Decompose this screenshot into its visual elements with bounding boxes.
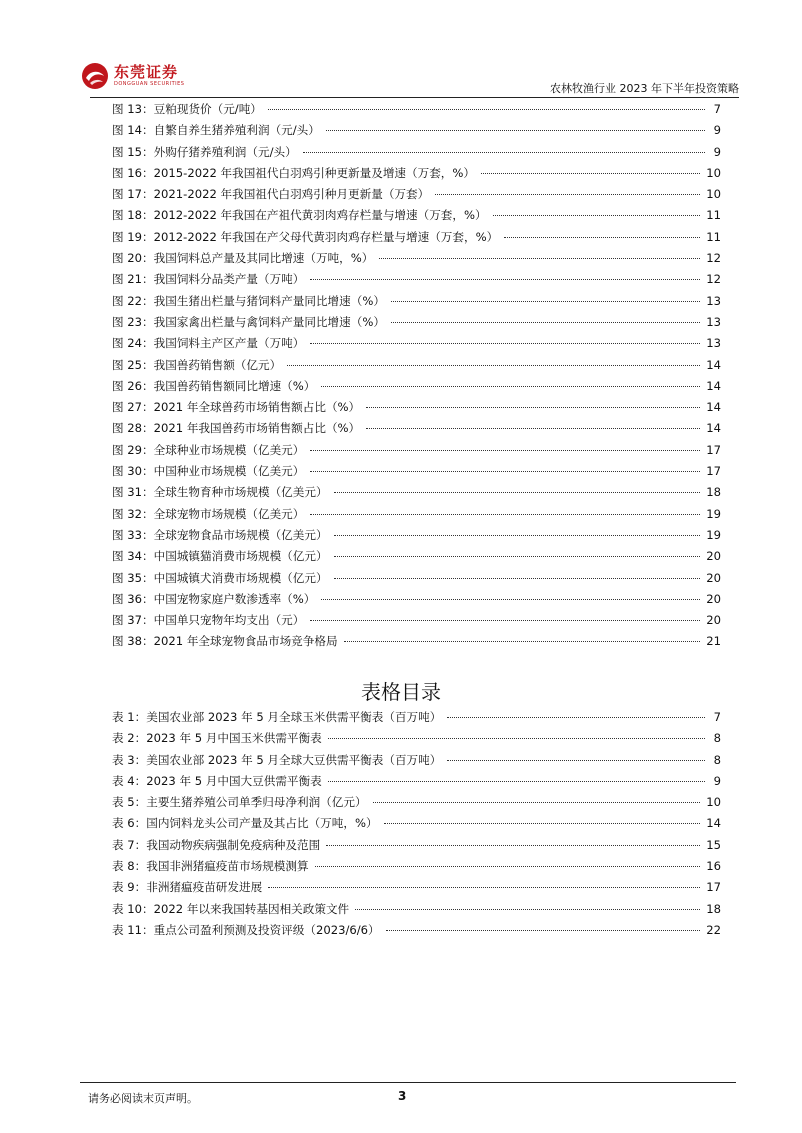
company-logo [80, 60, 184, 92]
toc-entry-page: 14 [706, 378, 721, 393]
toc-entry-page: 8 [713, 731, 721, 746]
figure-toc-entry[interactable] [112, 399, 721, 420]
dot-leader [366, 407, 700, 408]
toc-entry-page: 11 [706, 229, 721, 244]
toc-entry-label: 图 22：我国生猪出栏量与猪饲料产量同比增速（%） [112, 293, 385, 308]
dot-leader [391, 301, 700, 302]
figure-list [112, 101, 721, 655]
toc-entry-label: 图 16：2015-2022 年我国祖代白羽鸡引种更新量及增速（万套，%） [112, 165, 475, 180]
figure-toc-entry[interactable] [112, 250, 721, 271]
toc-entry-page: 7 [713, 710, 721, 724]
dot-leader [386, 930, 701, 931]
toc-entry-page: 18 [706, 485, 721, 500]
table-toc-entry[interactable] [112, 879, 721, 900]
toc-entry-label: 图 27：2021 年全球兽药市场销售额占比（%） [112, 400, 361, 415]
toc-entry-label: 表 10：2022 年以来我国转基因相关政策文件 [112, 901, 350, 916]
toc-entry-label: 图 31：全球生物育种市场规模（亿美元） [112, 485, 328, 500]
dot-leader [321, 386, 700, 387]
dot-leader [310, 514, 700, 515]
table-toc-entry[interactable] [112, 922, 721, 943]
toc-entry-label: 表 5：主要生猪养殖公司单季归母净利润（亿元） [112, 795, 367, 810]
toc-entry-label: 图 14：自繁自养生猪养殖利润（元/头） [112, 123, 320, 138]
toc-entry-label: 图 18：2012-2022 年我国在产祖代黄羽肉鸡存栏量与增速（万套，%） [112, 208, 487, 223]
page-number: 3 [398, 1089, 407, 1103]
toc-entry-label: 表 4：2023 年 5 月中国大豆供需平衡表 [112, 773, 322, 788]
toc-entry-label: 图 36：中国宠物家庭户数渗透率（%） [112, 591, 316, 606]
toc-entry-page: 10 [706, 795, 721, 810]
toc-entry-page: 18 [706, 901, 721, 916]
table-toc-entry[interactable] [112, 773, 721, 794]
toc-entry-page: 17 [706, 464, 721, 479]
table-toc-entry[interactable] [112, 730, 721, 751]
toc-entry-label: 图 38：2021 年全球宠物食品市场竞争格局 [112, 634, 338, 649]
footer-divider [80, 1082, 736, 1083]
figure-toc-entry[interactable] [112, 122, 721, 143]
figure-toc-entry[interactable] [112, 357, 721, 378]
toc-entry-page: 13 [706, 336, 721, 351]
dot-leader [447, 717, 705, 718]
dot-leader [310, 450, 700, 451]
figure-toc-entry[interactable] [112, 378, 721, 399]
figure-toc-entry[interactable] [112, 335, 721, 356]
toc-entry-label: 图 24：我国饲料主产区产量（万吨） [112, 336, 305, 351]
dot-leader [321, 599, 700, 600]
toc-entry-page: 22 [706, 922, 721, 937]
figure-toc-entry[interactable] [112, 442, 721, 463]
toc-entry-page: 9 [713, 144, 721, 159]
figure-toc-entry[interactable] [112, 633, 721, 654]
dot-leader [435, 194, 700, 195]
toc-entry-label: 表 1：美国农业部 2023 年 5 月全球玉米供需平衡表（百万吨） [112, 710, 442, 724]
dot-leader [334, 492, 701, 493]
table-toc-entry[interactable] [112, 794, 721, 815]
toc-entry-label: 图 20：我国饲料总产量及其同比增速（万吨，%） [112, 251, 374, 266]
figure-toc-entry[interactable] [112, 207, 721, 228]
dot-leader [355, 909, 700, 910]
logo-text-en: DONGGUAN SECURITIES [114, 81, 185, 87]
table-toc-entry[interactable] [112, 837, 721, 858]
toc-entry-label: 图 34：中国城镇猫消费市场规模（亿元） [112, 549, 328, 564]
figure-toc-entry[interactable] [112, 548, 721, 569]
table-toc-entry[interactable] [112, 815, 721, 836]
toc-entry-page: 10 [706, 187, 721, 202]
report-title: 农林牧渔行业 2023 年下半年投资策略 [550, 82, 739, 95]
dot-leader [344, 641, 701, 642]
toc-entry-page: 20 [706, 591, 721, 606]
dot-leader [310, 279, 700, 280]
toc-entry-page: 20 [706, 549, 721, 564]
toc-entry-page: 21 [706, 634, 721, 649]
toc-entry-label: 图 21：我国饲料分品类产量（万吨） [112, 272, 305, 287]
toc-entry-page: 19 [706, 506, 721, 521]
dot-leader [310, 620, 700, 621]
table-toc-entry[interactable] [112, 901, 721, 922]
dot-leader [334, 535, 701, 536]
figure-toc-entry[interactable] [112, 612, 721, 633]
figure-toc-entry[interactable] [112, 271, 721, 292]
figure-toc-entry[interactable] [112, 463, 721, 484]
toc-entry-page: 17 [706, 880, 721, 895]
dot-leader [481, 173, 700, 174]
toc-entry-label: 图 17：2021-2022 年我国祖代白羽鸡引种月更新量（万套） [112, 187, 430, 202]
toc-entry-page: 10 [706, 165, 721, 180]
dot-leader [384, 823, 701, 824]
dot-leader [373, 802, 701, 803]
tables-section-heading: 表格目录 [361, 680, 441, 704]
toc-entry-page: 20 [706, 613, 721, 628]
figure-toc-entry[interactable] [112, 527, 721, 548]
toc-entry-label: 表 11：重点公司盈利预测及投资评级（2023/6/6） [112, 922, 380, 937]
figure-toc-entry[interactable] [112, 506, 721, 527]
toc-entry-page: 16 [706, 859, 721, 874]
figure-toc-entry[interactable] [112, 570, 721, 591]
table-toc-entry[interactable] [112, 752, 721, 773]
toc-entry-page: 15 [706, 837, 721, 852]
dot-leader [326, 130, 705, 131]
figure-toc-entry[interactable] [112, 293, 721, 314]
toc-entry-page: 19 [706, 527, 721, 542]
toc-entry-label: 表 7：我国动物疾病强制免疫病种及范围 [112, 837, 321, 852]
toc-entry-label: 图 32：全球宠物市场规模（亿美元） [112, 506, 305, 521]
toc-entry-label: 表 6：国内饲料龙头公司产量及其占比（万吨，%） [112, 816, 378, 831]
toc-entry-label: 图 13：豆粕现货价（元/吨） [112, 102, 262, 116]
figure-toc-entry[interactable] [112, 144, 721, 165]
table-toc-entry[interactable] [112, 709, 721, 730]
toc-entry-page: 12 [706, 251, 721, 266]
toc-entry-label: 图 33：全球宠物食品市场规模（亿美元） [112, 527, 328, 542]
toc-entry-page: 9 [713, 773, 721, 788]
toc-entry-page: 14 [706, 357, 721, 372]
toc-entry-label: 图 26：我国兽药销售额同比增速（%） [112, 378, 316, 393]
toc-entry-label: 图 23：我国家禽出栏量与禽饲料产量同比增速（%） [112, 314, 385, 329]
dot-leader [303, 152, 705, 153]
dot-leader [334, 578, 701, 579]
disclaimer-note: 请务必阅读末页声明。 [88, 1092, 198, 1105]
toc-entry-label: 图 19：2012-2022 年我国在产父母代黄羽肉鸡存栏量与增速（万套，%） [112, 229, 499, 244]
toc-entry-label: 表 8：我国非洲猪瘟疫苗市场规模测算 [112, 859, 309, 874]
dot-leader [334, 556, 701, 557]
dot-leader [447, 760, 705, 761]
figure-toc-entry[interactable] [112, 186, 721, 207]
dot-leader [268, 109, 705, 110]
figure-toc-entry[interactable] [112, 591, 721, 612]
toc-entry-page: 17 [706, 442, 721, 457]
toc-entry-label: 图 30：中国种业市场规模（亿美元） [112, 464, 305, 479]
toc-entry-label: 图 37：中国单只宠物年均支出（元） [112, 613, 305, 628]
toc-entry-label: 表 9：非洲猪瘟疫苗研发进展 [112, 880, 263, 895]
dot-leader [310, 471, 700, 472]
table-list [112, 709, 721, 943]
header-divider [90, 97, 739, 98]
dot-leader [310, 343, 700, 344]
toc-entry-page: 11 [706, 208, 721, 223]
dot-leader [287, 365, 700, 366]
toc-entry-page: 8 [713, 752, 721, 767]
dot-leader [328, 781, 705, 782]
figure-toc-entry[interactable] [112, 101, 721, 122]
toc-entry-label: 表 3：美国农业部 2023 年 5 月全球大豆供需平衡表（百万吨） [112, 752, 442, 767]
toc-entry-label: 图 28：2021 年我国兽药市场销售额占比（%） [112, 421, 361, 436]
figure-toc-entry[interactable] [112, 165, 721, 186]
table-toc-entry[interactable] [112, 858, 721, 879]
figure-toc-entry[interactable] [112, 314, 721, 335]
toc-entry-page: 13 [706, 314, 721, 329]
dot-leader [366, 428, 700, 429]
figure-toc-entry[interactable] [112, 484, 721, 505]
toc-entry-label: 图 29：全球种业市场规模（亿美元） [112, 442, 305, 457]
toc-entry-label: 图 35：中国城镇犬消费市场规模（亿元） [112, 570, 328, 585]
dot-leader [391, 322, 700, 323]
toc-entry-page: 14 [706, 421, 721, 436]
toc-entry-page: 14 [706, 816, 721, 831]
dot-leader [504, 237, 700, 238]
dot-leader [268, 887, 700, 888]
toc-entry-label: 表 2：2023 年 5 月中国玉米供需平衡表 [112, 731, 322, 746]
logo-text-cn: 东莞证券 [114, 63, 179, 81]
toc-entry-label: 图 15：外购仔猪养殖利润（元/头） [112, 144, 297, 159]
figure-toc-entry[interactable] [112, 420, 721, 441]
toc-entry-page: 14 [706, 400, 721, 415]
toc-entry-page: 7 [713, 102, 721, 116]
toc-entry-page: 12 [706, 272, 721, 287]
dot-leader [493, 215, 701, 216]
logo-emblem-icon [80, 61, 110, 91]
toc-entry-page: 9 [713, 123, 721, 138]
dot-leader [328, 738, 705, 739]
toc-entry-page: 13 [706, 293, 721, 308]
toc-entry-page: 20 [706, 570, 721, 585]
dot-leader [326, 845, 700, 846]
dot-leader [379, 258, 700, 259]
figure-toc-entry[interactable] [112, 229, 721, 250]
dot-leader [315, 866, 701, 867]
toc-entry-label: 图 25：我国兽药销售额（亿元） [112, 357, 282, 372]
